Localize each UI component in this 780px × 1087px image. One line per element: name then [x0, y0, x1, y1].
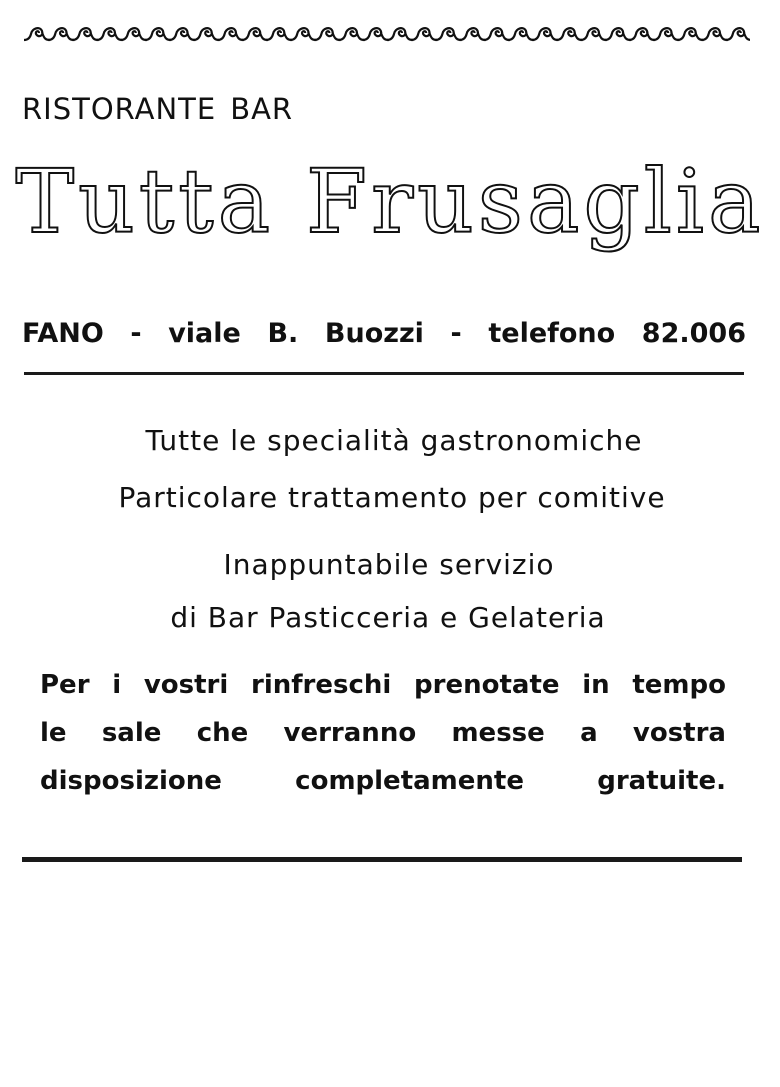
wave-curl	[484, 28, 510, 40]
address-word: B.	[267, 318, 299, 349]
notice-word: le	[40, 718, 67, 748]
notice-word: in	[582, 670, 610, 700]
notice-word: rinfreschi	[251, 670, 392, 700]
header-word-ristorante: RISTORANTE	[22, 92, 217, 126]
wave-curl	[193, 28, 219, 40]
wave-curl	[653, 28, 679, 40]
wave-curl	[218, 28, 244, 40]
wave-curl	[48, 28, 74, 40]
address-street: Buozzi	[324, 318, 424, 349]
notice-word: tempo	[632, 670, 726, 700]
wave-curl	[24, 28, 50, 40]
wave-curl	[726, 28, 750, 40]
wave-curl	[290, 28, 316, 40]
restaurant-title: Tutta Frusaglia	[15, 150, 765, 253]
wave-curl	[677, 28, 703, 40]
service-line-3: Inappuntabile servizio	[223, 548, 555, 581]
notice-word: disposizione	[40, 766, 222, 796]
wave-curl	[702, 28, 728, 40]
wave-curl	[581, 28, 607, 40]
wave-curl	[556, 28, 582, 40]
wave-curl	[532, 28, 558, 40]
wave-curl	[387, 28, 413, 40]
wave-curl	[169, 28, 195, 40]
address-city: FANO	[22, 318, 104, 349]
notice-row-3	[40, 766, 726, 796]
wave-curl	[266, 28, 292, 40]
wave-curl	[314, 28, 340, 40]
notice-word: vostra	[632, 718, 726, 748]
wave-curl	[605, 28, 631, 40]
address-word: viale	[168, 318, 241, 349]
notice-word: i	[112, 670, 122, 700]
notice-word: gratuite.	[597, 766, 726, 796]
header-label	[22, 92, 293, 126]
address-phone-number: 82.006	[641, 318, 746, 349]
wave-curl	[435, 28, 461, 40]
header-word-bar: BAR	[230, 92, 294, 126]
notice-word: a	[580, 718, 598, 748]
wave-curl	[339, 28, 365, 40]
address-dash: -	[450, 318, 462, 349]
wave-curl	[97, 28, 123, 40]
notice-word: che	[196, 718, 249, 748]
notice-word: completamente	[295, 766, 524, 796]
wave-border-ornament	[22, 20, 750, 46]
wave-curl	[121, 28, 147, 40]
divider-rule-top	[24, 372, 744, 375]
notice-row-1	[40, 670, 726, 700]
address-phone-label: telefono	[488, 318, 616, 349]
wave-curl	[145, 28, 171, 40]
notice-word: messe	[451, 718, 545, 748]
address-dash: -	[130, 318, 142, 349]
wave-curl	[363, 28, 389, 40]
wave-curl	[72, 28, 98, 40]
wave-curl	[411, 28, 437, 40]
notice-word: sale	[101, 718, 162, 748]
service-line-1: Tutte le specialità gastronomiche	[145, 424, 643, 457]
service-line-2: Particolare trattamento per comitive	[118, 481, 666, 514]
service-line-4: di Bar Pasticceria e Gelateria	[170, 601, 606, 634]
divider-rule-bottom	[22, 857, 742, 862]
notice-word: verranno	[283, 718, 417, 748]
notice-row-2	[40, 718, 726, 748]
notice-word: Per	[40, 670, 90, 700]
notice-word: prenotate	[414, 670, 560, 700]
wave-curl	[508, 28, 534, 40]
wave-curl	[629, 28, 655, 40]
wave-curl	[460, 28, 486, 40]
notice-word: vostri	[143, 670, 229, 700]
wave-curl	[242, 28, 268, 40]
address-line	[22, 318, 746, 349]
